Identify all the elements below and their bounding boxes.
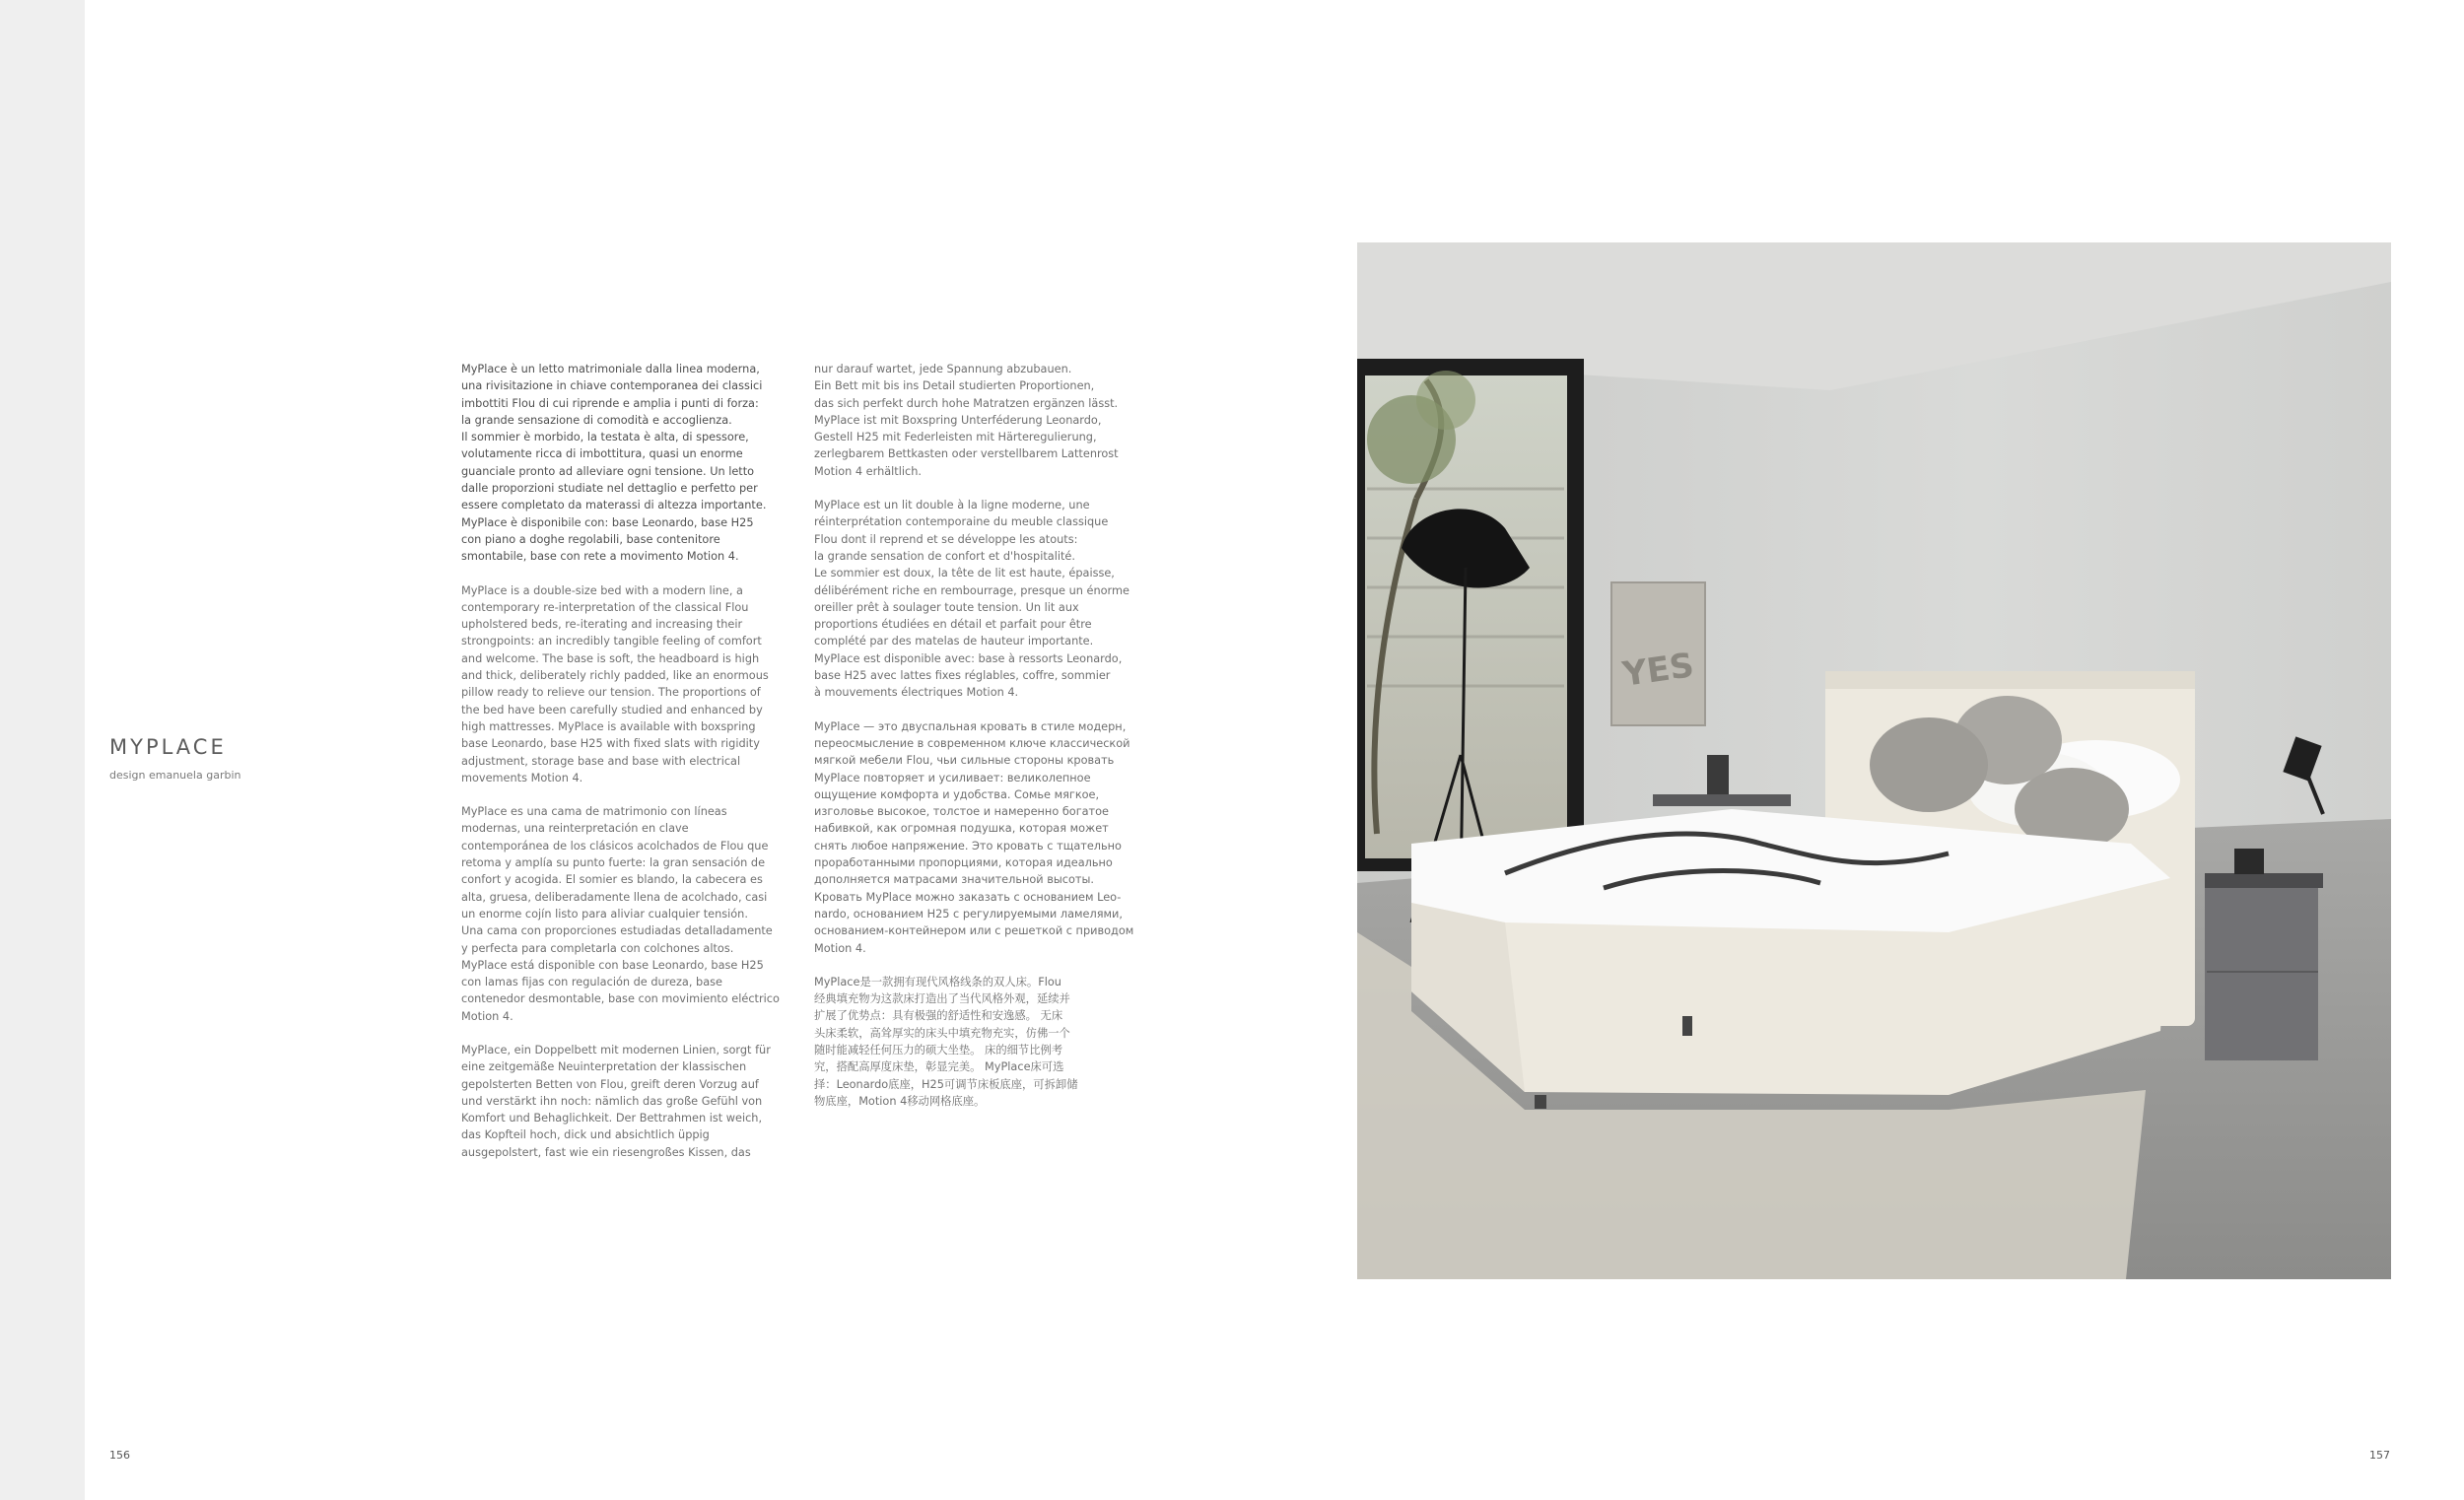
page-number-left: 156: [109, 1449, 130, 1462]
paragraph-german-part1: MyPlace, ein Doppelbett mit modernen Linien, sorgt für eine zeitgemäße Neuinterpretation der klassischen gepolsterten Betten von Flou, greift deren Vorzug auf und verstärkt ihn noch: nämlich das große Gefühl von Komfort und Behaglichkeit. Der Bettrahmen ist weich, das Kopfteil hoch, dick und absichtlich üppig ausgepolstert, fast wie ein riesengroßes Kissen, das: [461, 1043, 771, 1159]
bedroom-photo: [1357, 242, 2391, 1279]
paragraph-english: MyPlace is a double-size bed with a modern line, a contemporary re-interpretation of the classical Flou upholstered beds, re-iterating and increasing their strongpoints: an incredibly tangible feeling of comfort and welcome. The base is soft, the headboard is high and thick, deliberately richly padded, like an enormous pillow ready to relieve our tension. The proportions of the bed have been carefully studied and enhanced by high mattresses. MyPlace is available with boxspring base Leonardo, base H25 with fixed slats with rigidity adjustment, storage base and base with electrical movements Motion 4.: [461, 583, 769, 784]
page-margin-strip: [0, 0, 85, 1500]
text-column-right: [814, 361, 1154, 1126]
paragraph-french: MyPlace est un lit double à la ligne moderne, une réinterprétation contemporaine du meuble classique Flou dont il reprend et se développe les atouts: la grande sensation de confort et d'hospitalité. Le sommier est doux, la tête de lit est haute, épaisse, délibérément riche en rembourrage, presque un énorme oreiller prêt à soulager toute tension. Un lit aux proportions étudiées en détail et parfait pour être complété par des matelas de hauteur importante. MyPlace est disponible avec: base à ressorts Leonardo, base H25 avec lattes fixes réglables, coffre, sommier à mouvements électriques Motion 4.: [814, 499, 1129, 700]
wall-art-yes: [1611, 582, 1705, 725]
text-column-left: [461, 361, 796, 1178]
paragraph-chinese: MyPlace是一款拥有现代风格线条的双人床。Flou 经典填充物为这款床打造出了当代风格外观，延续并 扩展了优势点：具有极强的舒适性和安逸感。 无床 头床柔软，高耸厚实的床头中填充物充实，仿佛一个 随时能减轻任何压力的硕大坐垫。 床的细节比例考 究，搭配高厚度床垫，彰显完美。 MyPlace床可选 择：Leonardo底座，H25可调节床板底座，可拆卸储 物底座，Motion 4移动网格底座。: [814, 975, 1078, 1108]
paragraph-italian: MyPlace è un letto matrimoniale dalla linea moderna, una rivisitazione in chiave contemporanea dei classici imbottiti Flou di cui riprende e amplia i punti di forza: la grande sensazione di comodità e accoglienza. Il sommier è morbido, la testata è alta, di spessore, volutamente ricca di imbottitura, quasi un enorme guanciale pronto ad alleviare ogni tensione. Un letto dalle proporzioni studiate nel dettaglio e perfetto per essere completato da materassi di altezza importante. MyPlace è disponibile con: base Leonardo, base H25 con piano a doghe regolabili, base contenitore smontabile, base con rete a movimento Motion 4.: [461, 363, 767, 564]
paragraph-german-part2: nur darauf wartet, jede Spannung abzubauen. Ein Bett mit bis ins Detail studierten Proportionen, das sich perfekt durch hohe Matratzen ergänzen lässt. MyPlace ist mit Boxspring Unterféderung Leonardo, Gestell H25 mit Federleisten mit Härteregulierung, zerlegbarem Bettkasten oder verstellbarem Lattenrost Motion 4 erhältlich.: [814, 363, 1119, 478]
paragraph-spanish: MyPlace es una cama de matrimonio con líneas modernas, una reinterpretación en clave contemporánea de los clásicos acolchados de Flou que retoma y amplía su punto fuerte: la gran sensación de confort y acogida. El somier es blando, la cabecera es alta, gruesa, deliberadamente llena de acolchado, casi un enorme cojín listo para aliviar cualquier tensión. Una cama con proporciones estudiadas detalladamente y perfecta para completarla con colchones altos. MyPlace está disponible con base Leonardo, base H25 con lamas fijas con regulación de dureza, base contenedor desmontable, base con movimiento eléctrico Motion 4.: [461, 805, 780, 1023]
product-title: MYPLACE: [109, 735, 227, 759]
designer-credit: design emanuela garbin: [109, 769, 241, 782]
wall-art-text: YES: [1619, 646, 1697, 695]
page-number-right: 157: [2369, 1449, 2390, 1462]
paragraph-russian: MyPlace — это двуспальная кровать в стиле модерн, переосмысление в современном ключе классической мягкой мебели Flou, чьи сильные стороны кровать MyPlace повторяет и усиливает: великолепное ощущение комфорта и удобства. Сомье мягкое, изголовье высокое, толстое и намеренно богатое набивкой, как огромная подушка, которая может снять любое напряжение. Это кровать с тщательно проработанными пропорциями, которая идеально дополняется матрасами значительной высоты. Кровать MyPlace можно заказать с основанием Leo- nardo, основанием H25 с регулируемыми ламелями, основанием-контейнером или с решеткой с приводом Motion 4.: [814, 719, 1134, 955]
